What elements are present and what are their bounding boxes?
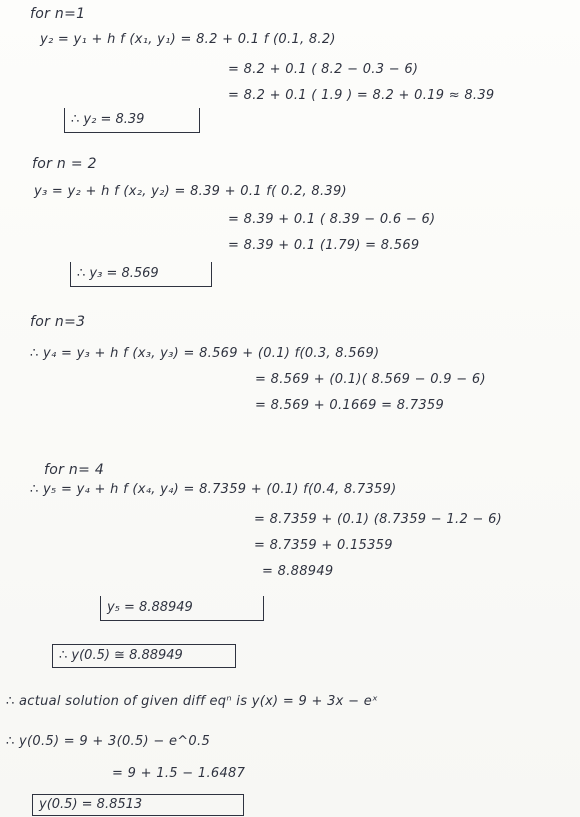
boxed-exact-result: y(0.5) = 8.8513 [32, 794, 244, 816]
eq-n1-line2: = 8.2 + 0.1 ( 8.2 − 0.3 − 6) [228, 62, 419, 77]
boxed-result-y5: y₅ = 8.88949 [100, 596, 264, 621]
actual-solution-line2: ∴ y(0.5) = 9 + 3(0.5) − e^0.5 [6, 734, 211, 749]
eq-n4-line4: = 8.88949 [262, 564, 334, 579]
eq-n3-line3: = 8.569 + 0.1669 = 8.7359 [255, 398, 445, 413]
eq-n2-line3: = 8.39 + 0.1 (1.79) = 8.569 [228, 238, 420, 253]
eq-n2-line1: y₃ = y₂ + h f (x₂, y₂) = 8.39 + 0.1 f( 0.2, 8.39) [34, 184, 347, 199]
eq-n1-line1: y₂ = y₁ + h f (x₁, y₁) = 8.2 + 0.1 f (0.1, 8.2) [40, 32, 336, 47]
heading-n4: for n= 4 [44, 462, 105, 478]
actual-solution-line1: ∴ actual solution of given diff eqⁿ is y(x) = 9 + 3x − eˣ [6, 694, 379, 709]
heading-n2: for n = 2 [32, 156, 97, 172]
boxed-result-y3: ∴ y₃ = 8.569 [70, 262, 212, 287]
eq-n3-line2: = 8.569 + (0.1)( 8.569 − 0.9 − 6) [255, 372, 486, 387]
eq-n3-line1: ∴ y₄ = y₃ + h f (x₃, y₃) = 8.569 + (0.1) f(0.3, 8.569) [30, 346, 380, 361]
boxed-result-y05-approx: ∴ y(0.5) ≅ 8.88949 [52, 644, 236, 668]
heading-n3: for n=3 [30, 314, 86, 330]
eq-n2-line2: = 8.39 + 0.1 ( 8.39 − 0.6 − 6) [228, 212, 436, 227]
heading-n1: for n=1 [30, 6, 86, 22]
eq-n4-line1: ∴ y₅ = y₄ + h f (x₄, y₄) = 8.7359 + (0.1) f(0.4, 8.7359) [30, 482, 397, 497]
eq-n4-line3: = 8.7359 + 0.15359 [254, 538, 393, 553]
actual-solution-line3: = 9 + 1.5 − 1.6487 [112, 766, 246, 781]
eq-n1-line3: = 8.2 + 0.1 ( 1.9 ) = 8.2 + 0.19 ≈ 8.39 [228, 88, 495, 103]
eq-n4-line2: = 8.7359 + (0.1) (8.7359 − 1.2 − 6) [254, 512, 503, 527]
boxed-result-y2: ∴ y₂ = 8.39 [64, 108, 200, 133]
